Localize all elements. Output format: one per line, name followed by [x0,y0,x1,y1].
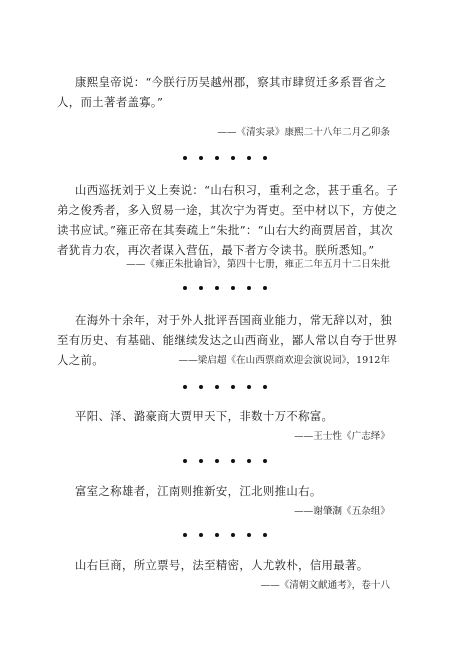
source-wang-shixing: ——王士性《广志绎》 [294,431,390,442]
separator-dots [0,153,450,163]
quote-liu-yuyi: 山西巡抚刘于义上奏说：“山右积习，重利之念，甚于重名。子弟之俊秀者，多入贸易一途，其次宁为胥吏。至中材以下，方使之读书应试。”雍正帝在其奏疏上“朱批”：“山右大约商贾居首，其次者犹肯力农，再次者谋入营伍，最下者方令读书。朕所悉知。” [57,183,399,257]
quote-kangxi: 康熙皇帝说：“今朕行历吴越州郡，察其市肆贸迁多系晋省之人，而土著者盖寡。” [57,75,387,109]
quote-liang-qichao: 在海外十余年，对于外人批评吾国商业能力，常无辞以对，独至有历史、有基础、能继续发达之山西商业，鄙人常以自夸于世界人之前。 [57,313,398,367]
source-yongzheng: ——《雍正朱批谕旨》，第四十七册，雍正二年五月十二日朱批 [126,259,390,270]
separator-dots [0,530,450,540]
separator-dots [0,283,450,293]
quote-qingchao-wenxian: 山右巨商，所立票号，法至精密，人尤敦朴，信用最著。 [75,558,369,572]
source-kangxi: ——《清实录》康熙二十八年二月乙卯条 [217,127,390,138]
source-qingchao-wenxian: ——《清朝文献通考》，卷十八 [260,580,390,591]
source-xie-zhaozhe: ——谢肇淛《五杂组》 [294,506,390,517]
quote-xie-zhaozhe: 富室之称雄者，江南则推新安，江北则推山右。 [75,484,322,498]
separator-dots [0,382,450,392]
source-liang-qichao: ——梁启超《在山西票商欢迎会演说词》，1912年 [178,355,390,366]
quote-wang-shixing: 平阳、泽、潞豪商大贾甲天下，非数十万不称富。 [75,409,334,423]
separator-dots [0,456,450,466]
